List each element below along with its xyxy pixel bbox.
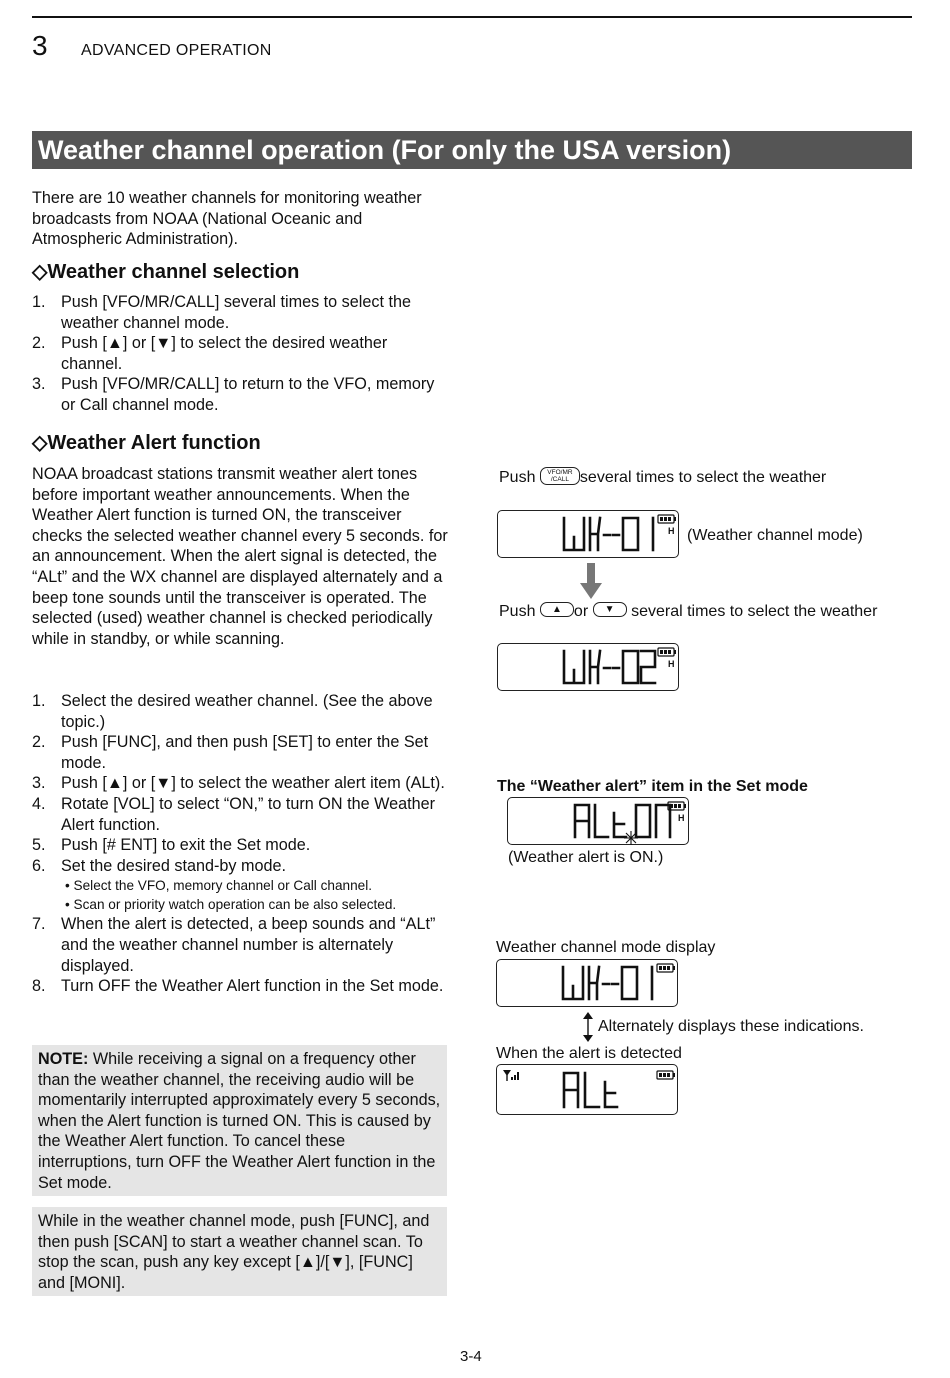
list-item: 4. Rotate [VOL] to select “ON,” to turn ON the Weather Alert function. — [32, 794, 435, 834]
diamond-icon: ◇ — [32, 432, 48, 454]
detected-title: When the alert is detected — [496, 1045, 682, 1062]
weather-mode-label: (Weather channel mode) — [687, 527, 863, 544]
intro-paragraph: There are 10 weather channels for monitoring weather broadcasts from NOAA (National Oceanic and Atmospheric Administration). — [32, 189, 422, 249]
hi-power-indicator: H — [668, 526, 675, 536]
figure-caption-1: Push VFO/MR /CALL several times to select the weather — [499, 469, 827, 487]
setmode-title: The “Weather alert” item in the Set mode — [497, 778, 808, 795]
hi-power-indicator: H — [678, 813, 685, 823]
signal-icon — [503, 1070, 519, 1081]
page-number: 3-4 — [460, 1348, 482, 1365]
display-title: Weather channel mode display — [496, 939, 716, 956]
alert-paragraph: NOAA broadcast stations transmit weather alert tones before important weather announcements. When the Weather Alert function is turned ON, the transceiver checks the selected weather channel every 5 seconds. for an announcement. When the alert signal is detected, the “ALt” and the WX channel are displayed alternately and a beep tone sounds until the transceiver is operated. The selected (used) weather channel is checked periodically while in standby, or while scanning. — [32, 465, 448, 648]
hi-power-indicator: H — [668, 659, 675, 669]
lcd-display-alt — [496, 1064, 678, 1115]
lcd-segments — [498, 644, 680, 692]
vfo-mr-call-key: VFO/MR /CALL — [540, 467, 580, 485]
bullet-item: • Select the VFO, memory channel or Call channel. — [65, 876, 452, 895]
down-arrow-icon — [580, 563, 602, 601]
list-item: 2. Push [FUNC], and then push [SET] to enter the Set mode. — [32, 733, 429, 772]
alert-heading: ◇Weather Alert function — [32, 432, 261, 454]
lcd-display-wx02 — [497, 643, 679, 691]
down-key: ▼ — [593, 602, 627, 617]
alert-steps — [32, 691, 452, 997]
list-item: 5. Push [# ENT] to exit the Set mode. — [32, 836, 311, 855]
double-arrow-icon — [582, 1012, 594, 1042]
note-label: NOTE: — [38, 1050, 89, 1068]
list-item: 6. Set the desired stand-by mode. • Select the VFO, memory channel or Call channel. • Scan or priority watch operation can be also selected. — [32, 856, 452, 915]
alert-on-caption: (Weather alert is ON.) — [508, 849, 664, 866]
lcd-segments — [497, 960, 679, 1008]
list-item: 7. When the alert is detected, a beep sounds and “ALt” and the weather channel number is alternately displayed. — [32, 915, 436, 975]
scan-box: While in the weather channel mode, push [FUNC], and then push [SCAN] to start a weather channel scan. To stop the scan, push any key except [▲]/[▼], [FUNC] and [MONI]. — [32, 1207, 447, 1296]
note-text: While receiving a signal on a frequency other than the weather channel, the receiving audio will be momentarily interrupted approximately every 5 seconds, when the Alert function is turned ON. This is caused by the Weather Alert function. To cancel these interruptions, turn OFF the Weather Alert function in the Set mode. — [38, 1050, 441, 1192]
lcd-display-wx01-b — [496, 959, 678, 1007]
lcd-segments — [508, 798, 690, 846]
list-item: 1. Push [VFO/MR/CALL] several times to select the weather channel mode. — [32, 293, 411, 332]
list-item: 2. Push [▲] or [▼] to select the desired weather channel. — [32, 334, 388, 373]
list-item: 8. Turn OFF the Weather Alert function in the Set mode. — [32, 977, 444, 996]
header-rule — [32, 16, 912, 18]
chapter-title: ADVANCED OPERATION — [81, 42, 272, 59]
alternate-caption: Alternately displays these indications. — [598, 1018, 864, 1035]
selection-heading: ◇Weather channel selection — [32, 261, 300, 283]
bullet-list — [61, 876, 452, 914]
lcd-display-alt-on — [507, 797, 689, 845]
bullet-item: • Scan or priority watch operation can be also selected. — [65, 895, 452, 914]
chapter-number: 3 — [32, 30, 48, 61]
list-item: 3. Push [▲] or [▼] to select the weather alert item (ALt). — [32, 774, 445, 793]
selection-steps — [32, 292, 452, 416]
section-title: Weather channel operation (For only the USA version) — [32, 131, 912, 169]
note-box — [32, 1045, 447, 1196]
diamond-icon: ◇ — [32, 261, 48, 283]
figure-caption-2: Push ▲ or ▼ several times to select the weather — [499, 603, 878, 620]
lcd-display-wx01 — [497, 510, 679, 558]
list-item: 1. Select the desired weather channel. (See the above topic.) — [32, 692, 433, 731]
up-key: ▲ — [540, 602, 574, 617]
lcd-segments — [497, 1065, 679, 1116]
list-item: 3. Push [VFO/MR/CALL] to return to the VFO, memory or Call channel mode. — [32, 375, 435, 414]
lcd-segments — [498, 511, 680, 559]
